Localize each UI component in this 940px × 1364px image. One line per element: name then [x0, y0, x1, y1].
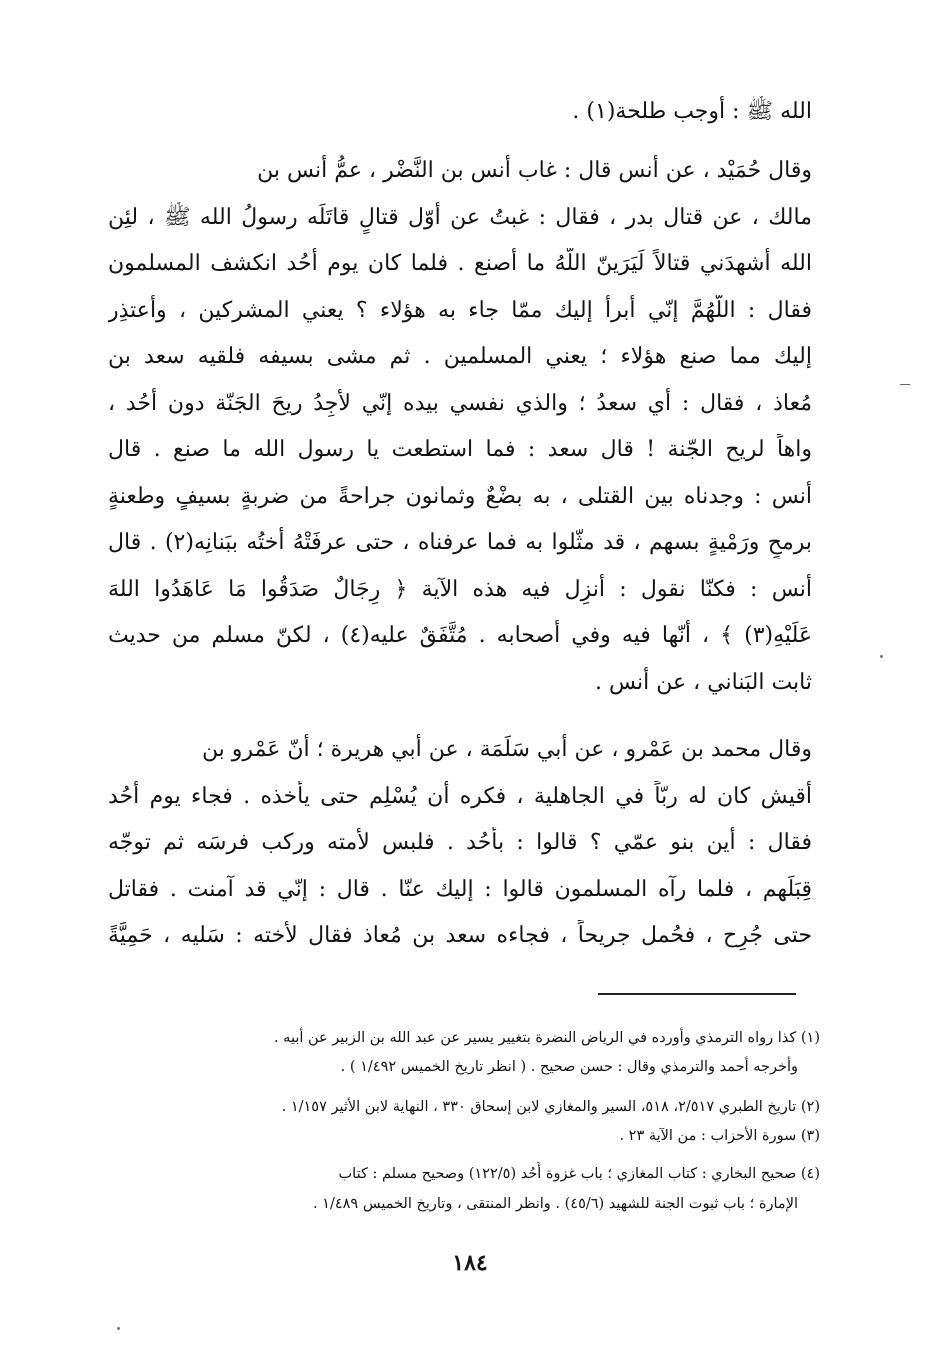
text-line: واهاً لريح الجّنة ! قال سعد : فما استطعت يا رسول الله ما صنع . قال	[108, 437, 812, 462]
footnote-line: (٣) سورة الأحزاب : من الآية ٢٣ .	[619, 1128, 820, 1144]
text-line: حتى جُرِح ، فحُمل جريحاً ، فجاءه سعد بن مُعاذ فقال لأخته : سَليه ، حَمِيَّةً	[108, 923, 812, 948]
footnote-line: وأخرجه أحمد والترمذي وقال : حسن صحيح . ( انظر تاريخ الخميس ١/٤٩٢ ) .	[340, 1059, 798, 1075]
text-line: إليك مما صنع هؤلاء ؛ يعني المسلمين . ثم مشى بسيفه فلقيه سعد بن	[108, 344, 812, 369]
text-line: وقال حُمَيْد ، عن أَنس قال : غاب أَنس بن النَّضْر ، عمُّ أَنس بن	[257, 158, 812, 183]
text-line: الله ﷺ : أوجب طلحة(١) .	[572, 99, 812, 124]
footnote-separator	[598, 993, 796, 995]
text-line: فقال : اللّهُمَّ إنّي أبرأ إليك ممّا جاء به هؤلاء ؟ يعني المشركين ، وأعتذِر	[108, 298, 812, 323]
footnote-line: الإمارة ؛ باب ثبوت الجنة للشهيد (٤٥/٦) . وانظر المنتقى ، وتاريخ الخميس ١/٤٨٩ .	[312, 1196, 798, 1212]
page-number: ١٨٤	[452, 1250, 488, 1276]
text-line: وقال محمد بن عَمْرو ، عن أبي سَلَمَة ، عن أبي هريرة ؛ أنّ عَمْرو بن	[201, 737, 812, 762]
text-line: ثابت البَناني ، عن أَنس .	[594, 670, 812, 695]
footnote-line: (٢) تاريخ الطبري ٢/٥١٧، ٥١٨، السير والمغازي لابن إسحاق ٣٣٠ ، النهاية لابن الأثير ١/١٥٧ .	[281, 1099, 820, 1115]
scan-speck	[880, 655, 883, 658]
scan-speck	[117, 1327, 120, 1330]
footnote-line: (٤) صحيح البخاري : كتاب المغازي ؛ باب غزوة أُحُد (١٢٢/٥) وصحيح مسلم : كتاب	[338, 1166, 820, 1182]
text-line: أَنس : فكنّا نقول : أُنزِل فيه هذه الآية ﴿ رِجَالٌ صَدَقُوا مَا عَاهَدُوا اللهَ	[108, 577, 812, 602]
text-line: مُعاذ ، فقال : أي سعدُ ؛ والذي نفسي بيده إنّي لأَجِدُ ريحَ الجَنّة دون أُحُد ،	[108, 391, 812, 416]
text-line: فقال : أين بنو عمّي ؟ قالوا : بأُحُد . فلبس لأْمته وركب فرسَه ثم توجّه	[108, 830, 812, 855]
footnote-line: (١) كذا رواه الترمذي وأورده في الرياض النضرة بتغيير يسير عن عبد الله بن الزبير عن أبيه .	[273, 1030, 820, 1046]
text-line: قِبَلَهم ، فلما رآه المسلمون قالوا : إليك عنّا . قال : إنّي قد آمنت . فقاتل	[108, 877, 812, 902]
text-line: مالك ، عن قتال بدر ، فقال : غبتُ عن أوّل قتالٍ قاتَلَه رسولُ الله ﷺ ، لئِن	[108, 205, 812, 230]
text-line: أقيش كان له ربّاً في الجاهلية ، فكره أن يُسْلِم حتى يأخذه . فجاء يوم أُحُد	[108, 784, 812, 809]
scan-mark	[900, 384, 910, 385]
text-line: عَلَيْهِ(٣) ﴾ ، أنّها فيه وفي أصحابه . مُتَّفَقٌ عليه(٤) ، لكنّ مسلم من حديث	[108, 623, 812, 648]
text-line: أَنس : وجدناه بين القتلى ، به بضْعٌ وثمانون جراحةً من ضربةٍ بسيفٍ وطعنةٍ	[108, 484, 812, 509]
text-line: برمحٍ ورَمْيةٍ بسهم ، قد مثّلوا به فما عرفناه ، حتى عرفَتْهُ أختُه ببَنانِه(٢) . قال	[108, 530, 812, 555]
text-line: الله أَشهدَني قتالاً لَيَرَينّ اللّهُ ما أصنع . فلما كان يوم أُحُد انكشف المسلمون	[108, 251, 812, 276]
